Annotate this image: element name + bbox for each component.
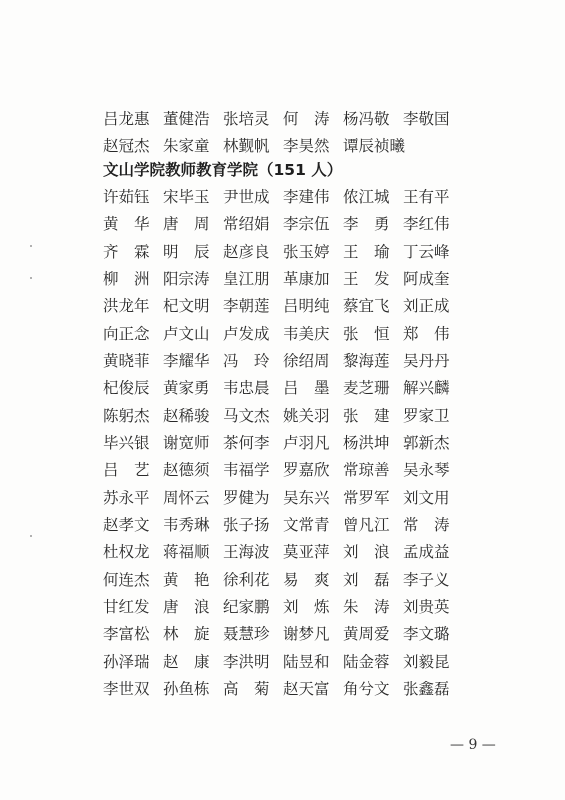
- person-name: 黎海莲: [343, 351, 390, 370]
- person-name: 杜权龙: [103, 543, 150, 562]
- person-name: 尹世成: [223, 187, 270, 206]
- person-name: 张玉婷: [283, 242, 330, 261]
- person-name: 李世双: [103, 680, 150, 699]
- person-name: 黄华: [103, 215, 166, 234]
- person-name: 李建伟: [283, 187, 330, 206]
- name-row: [103, 622, 463, 649]
- person-name: 刘文用: [403, 488, 450, 507]
- person-name: 李洪明: [223, 652, 270, 671]
- person-name: 赵孝文: [103, 516, 150, 535]
- person-name: 常涛: [403, 516, 466, 535]
- person-name: 吴永琴: [403, 461, 450, 480]
- name-row: [103, 348, 463, 375]
- person-name: 黄晓菲: [103, 351, 150, 370]
- person-name: 张培灵: [223, 109, 270, 128]
- person-name: 茶何李: [223, 434, 270, 453]
- name-row: [103, 239, 463, 266]
- person-name: 孙鱼栋: [163, 680, 210, 699]
- person-name: 李耀华: [163, 351, 210, 370]
- person-name: 丁云峰: [403, 242, 450, 261]
- person-name: 陆昱和: [283, 652, 330, 671]
- person-name: 杨洪坤: [343, 434, 390, 453]
- person-name: 解兴麟: [403, 379, 450, 398]
- name-row: [103, 594, 463, 621]
- name-row: [103, 266, 463, 293]
- person-name: 冯玲: [223, 351, 286, 370]
- person-name: 赵稀骏: [163, 406, 210, 425]
- person-name: 王有平: [403, 187, 450, 206]
- person-name: 徐绍周: [283, 351, 330, 370]
- name-list-teacher-education: [103, 184, 466, 704]
- person-name: 吕龙惠: [103, 109, 150, 128]
- person-name: 文常青: [283, 516, 330, 535]
- name-list-continued: [103, 106, 463, 161]
- person-name: 刘浪: [343, 543, 406, 562]
- person-name: 张建: [343, 406, 406, 425]
- person-name: 卢发成: [223, 324, 270, 343]
- person-name: 常琼善: [343, 461, 390, 480]
- person-name: 李勇: [343, 215, 406, 234]
- person-name: 杨冯敬: [343, 109, 390, 128]
- name-row: [103, 676, 463, 703]
- person-name: 刘正成: [403, 297, 450, 316]
- person-name: 齐霖: [103, 242, 166, 261]
- person-name: 洪龙年: [103, 297, 150, 316]
- person-name: 徐利花: [223, 570, 270, 589]
- person-name: 向正念: [103, 324, 150, 343]
- person-name: 赵德须: [163, 461, 210, 480]
- person-name: 常罗军: [343, 488, 390, 507]
- person-name: 韦美庆: [283, 324, 330, 343]
- person-name: 许茹钰: [103, 187, 150, 206]
- person-name: 刘磊: [343, 570, 406, 589]
- person-name: 赵天富: [283, 680, 330, 699]
- person-name: 黄家勇: [163, 379, 210, 398]
- person-name: 谭辰祯曦: [343, 137, 406, 156]
- person-name: 柳洲: [103, 269, 166, 288]
- person-name: 王瑜: [343, 242, 406, 261]
- person-name: 唐浪: [163, 598, 226, 617]
- person-name: 杞俊辰: [103, 379, 150, 398]
- person-name: 李红伟: [403, 215, 450, 234]
- person-name: 麦芝珊: [343, 379, 390, 398]
- person-name: 王发: [343, 269, 406, 288]
- person-name: 韦福学: [223, 461, 270, 480]
- person-name: 姚关羽: [283, 406, 330, 425]
- name-row: [103, 293, 463, 320]
- name-row: [103, 133, 463, 160]
- name-row: [103, 430, 463, 457]
- person-name: 皇江朋: [223, 269, 270, 288]
- person-name: 郭新杰: [403, 434, 450, 453]
- name-row: [103, 539, 463, 566]
- person-name: 何涛: [283, 109, 346, 128]
- person-name: 聂慧珍: [223, 625, 270, 644]
- person-name: 蒋福顺: [163, 543, 210, 562]
- person-name: 谢梦凡: [283, 625, 330, 644]
- person-name: 谢宽师: [163, 434, 210, 453]
- person-name: 张恒: [343, 324, 406, 343]
- person-name: 吴东兴: [283, 488, 330, 507]
- person-name: 李文璐: [403, 625, 450, 644]
- person-name: 韦忠晨: [223, 379, 270, 398]
- name-row: [103, 211, 463, 238]
- person-name: 罗健为: [223, 488, 270, 507]
- person-name: 刘贵英: [403, 598, 450, 617]
- person-name: 董健浩: [163, 109, 210, 128]
- person-name: 阳宗涛: [163, 269, 210, 288]
- person-name: 杞文明: [163, 297, 210, 316]
- person-name: 卢文山: [163, 324, 210, 343]
- page-number: — 9 —: [450, 737, 496, 753]
- person-name: 张子扬: [223, 516, 270, 535]
- person-name: 曾凡江: [343, 516, 390, 535]
- person-name: 易爽: [283, 570, 346, 589]
- person-name: 唐周: [163, 215, 226, 234]
- person-name: 韦秀琳: [163, 516, 210, 535]
- person-name: 赵彦良: [223, 242, 270, 261]
- person-name: 孟成益: [403, 543, 450, 562]
- person-name: 陈躬杰: [103, 406, 150, 425]
- name-row: [103, 512, 466, 539]
- person-name: 革康加: [283, 269, 330, 288]
- name-row: [103, 567, 463, 594]
- person-name: 甘红发: [103, 598, 150, 617]
- person-name: 宋毕玉: [163, 187, 210, 206]
- person-name: 吴丹丹: [403, 351, 450, 370]
- person-name: 赵冠杰: [103, 137, 150, 156]
- section-title: 文山学院教师教育学院（151 人）: [103, 161, 343, 179]
- name-row: [103, 106, 463, 133]
- person-name: 高菊: [223, 680, 286, 699]
- scan-speck: [30, 245, 32, 247]
- name-row: [103, 485, 463, 512]
- person-name: 刘毅昆: [403, 652, 450, 671]
- person-name: 阿成奎: [403, 269, 450, 288]
- person-name: 王海波: [223, 543, 270, 562]
- person-name: 李宗伍: [283, 215, 330, 234]
- person-name: 明辰: [163, 242, 226, 261]
- person-name: 刘炼: [283, 598, 346, 617]
- scan-speck: [30, 277, 32, 279]
- name-row: [103, 457, 463, 484]
- person-name: 吕艺: [103, 461, 166, 480]
- person-name: 李昊然: [283, 137, 330, 156]
- person-name: 朱家童: [163, 137, 210, 156]
- person-name: 林觐帆: [223, 137, 270, 156]
- name-row: [103, 375, 463, 402]
- person-name: 郑伟: [403, 324, 466, 343]
- person-name: 林旋: [163, 625, 226, 644]
- name-row: [103, 321, 466, 348]
- name-row: [103, 184, 463, 211]
- person-name: 毕兴银: [103, 434, 150, 453]
- person-name: 罗家卫: [403, 406, 450, 425]
- scan-speck: [30, 535, 32, 537]
- person-name: 李子义: [403, 570, 450, 589]
- person-name: 李富松: [103, 625, 150, 644]
- person-name: 蔡宜飞: [343, 297, 390, 316]
- person-name: 何连杰: [103, 570, 150, 589]
- name-row: [103, 403, 463, 430]
- person-name: 吕墨: [283, 379, 346, 398]
- person-name: 侬江城: [343, 187, 390, 206]
- person-name: 卢羽凡: [283, 434, 330, 453]
- person-name: 李敬国: [403, 109, 450, 128]
- person-name: 朱涛: [343, 598, 406, 617]
- person-name: 周怀云: [163, 488, 210, 507]
- person-name: 张鑫磊: [403, 680, 450, 699]
- person-name: 孙泽瑞: [103, 652, 150, 671]
- person-name: 角兮文: [343, 680, 390, 699]
- person-name: 黄艳: [163, 570, 226, 589]
- person-name: 常绍娟: [223, 215, 270, 234]
- person-name: 陆金蓉: [343, 652, 390, 671]
- person-name: 罗嘉欣: [283, 461, 330, 480]
- person-name: 纪家鹏: [223, 598, 270, 617]
- person-name: 黄周爱: [343, 625, 390, 644]
- person-name: 吕明纯: [283, 297, 330, 316]
- person-name: 马文杰: [223, 406, 270, 425]
- name-row: [103, 649, 463, 676]
- person-name: 赵康: [163, 652, 226, 671]
- person-name: 莫亚萍: [283, 543, 330, 562]
- person-name: 李朝莲: [223, 297, 270, 316]
- person-name: 苏永平: [103, 488, 150, 507]
